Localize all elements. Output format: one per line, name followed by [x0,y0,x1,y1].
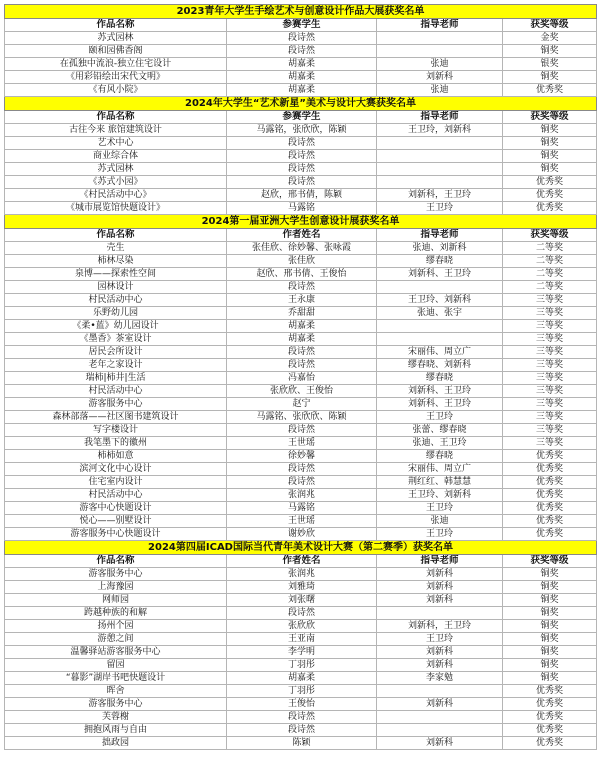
work-name-cell: 《墨香》茶室设计 [5,333,227,346]
participant-cell: 段诗然 [227,150,377,163]
award-level-cell: 优秀奖 [503,489,597,502]
advisor-cell: 王卫玲，刘新科 [377,124,503,137]
table-row [5,411,597,424]
section-title: 2024第一届亚洲大学生创意设计展获奖名单 [5,215,597,229]
table-row [5,346,597,359]
award-level-cell: 铜奖 [503,71,597,84]
work-name-cell: 写字楼设计 [5,424,227,437]
work-name-cell: 《用彩铅绘出宋代文明》 [5,71,227,84]
advisor-cell: 张迪、刘新科 [377,242,503,255]
work-name-cell: 村民活动中心 [5,489,227,502]
participant-cell: 段诗然 [227,724,377,737]
work-name-cell: 艺术中心 [5,137,227,150]
table-row [5,268,597,281]
work-name-cell: 悦心——别墅设计 [5,515,227,528]
advisor-cell: 刘新科 [377,594,503,607]
column-header: 参赛学生 [227,19,377,32]
table-row [5,320,597,333]
column-header: 参赛学生 [227,111,377,124]
award-level-cell: 二等奖 [503,242,597,255]
column-header: 作品名称 [5,19,227,32]
participant-cell: 冯嘉怡 [227,372,377,385]
advisor-cell [377,685,503,698]
award-level-cell: 三等奖 [503,346,597,359]
award-level-cell: 铜奖 [503,659,597,672]
work-name-cell: 泉博——探索性空间 [5,268,227,281]
advisor-cell: 王卫玲 [377,502,503,515]
award-level-cell: 铜奖 [503,150,597,163]
advisor-cell [377,150,503,163]
table-row [5,659,597,672]
participant-cell: 段诗然 [227,45,377,58]
award-level-cell: 优秀奖 [503,189,597,202]
work-name-cell: 游客服务中心 [5,398,227,411]
participant-cell: 段诗然 [227,476,377,489]
participant-cell: 丁羽彤 [227,659,377,672]
advisor-cell [377,711,503,724]
table-row [5,45,597,58]
award-level-cell: 优秀奖 [503,450,597,463]
section-title-row [5,215,597,229]
table-row [5,620,597,633]
advisor-cell: 王卫玲、刘新科 [377,294,503,307]
work-name-cell: 苏式园林 [5,163,227,176]
participant-cell: 赵宁 [227,398,377,411]
table-row [5,202,597,215]
work-name-cell: 古往今来 旅馆建筑设计 [5,124,227,137]
participant-cell: 段诗然 [227,346,377,359]
work-name-cell: 上海豫园 [5,581,227,594]
work-name-cell: 壳生 [5,242,227,255]
table-row [5,294,597,307]
award-level-cell: 优秀奖 [503,502,597,515]
advisor-cell: 刘新科、王卫玲 [377,268,503,281]
work-name-cell: 柿林尽染 [5,255,227,268]
table-row [5,594,597,607]
award-level-cell: 优秀奖 [503,724,597,737]
column-header: 作品名称 [5,111,227,124]
work-name-cell: 苏式园林 [5,32,227,45]
column-header: 指导老师 [377,19,503,32]
award-level-cell: 优秀奖 [503,711,597,724]
participant-cell: 马露铭 [227,502,377,515]
participant-cell: 张佳欣、徐妙馨、张咏霞 [227,242,377,255]
table-row [5,32,597,45]
column-header: 指导老师 [377,555,503,568]
column-header-row [5,111,597,124]
advisor-cell [377,320,503,333]
participant-cell: 段诗然 [227,281,377,294]
column-header-row [5,555,597,568]
work-name-cell: 滨河文化中心设计 [5,463,227,476]
work-name-cell: 住宅室内设计 [5,476,227,489]
participant-cell: 乔甜甜 [227,307,377,320]
award-level-cell: 金奖 [503,32,597,45]
section-title: 2024年大学生“艺术新星”美术与设计大赛获奖名单 [5,97,597,111]
advisor-cell: 缪春晓 [377,450,503,463]
award-level-cell: 铜奖 [503,568,597,581]
award-level-cell: 铜奖 [503,620,597,633]
award-level-cell: 三等奖 [503,333,597,346]
award-level-cell: 铜奖 [503,581,597,594]
award-level-cell: 三等奖 [503,359,597,372]
advisor-cell: 张迪 [377,58,503,71]
award-level-cell: 二等奖 [503,255,597,268]
participant-cell: 马露铭 [227,202,377,215]
table-row [5,581,597,594]
section-title-row [5,5,597,19]
column-header: 指导老师 [377,229,503,242]
section-title-row [5,541,597,555]
award-level-cell: 三等奖 [503,424,597,437]
participant-cell: 段诗然 [227,359,377,372]
work-name-cell: 芙蓉榭 [5,711,227,724]
work-name-cell: 商业综合体 [5,150,227,163]
work-name-cell: 网师园 [5,594,227,607]
award-level-cell: 二等奖 [503,281,597,294]
table-row [5,124,597,137]
award-level-cell: 铜奖 [503,163,597,176]
advisor-cell: 宋丽伟、周立广 [377,463,503,476]
table-row [5,163,597,176]
work-name-cell: 居民会所设计 [5,346,227,359]
advisor-cell: 刘新科、王卫玲 [377,398,503,411]
award-level-cell: 优秀奖 [503,515,597,528]
advisor-cell: 张蕾、缪春晓 [377,424,503,437]
award-level-cell: 优秀奖 [503,176,597,189]
work-name-cell: 老年之家设计 [5,359,227,372]
table-row [5,476,597,489]
table-row [5,646,597,659]
award-level-cell: 优秀奖 [503,737,597,750]
work-name-cell: 温馨驿站游客服务中心 [5,646,227,659]
participant-cell: 胡嘉柔 [227,84,377,97]
advisor-cell: 王卫玲 [377,528,503,541]
award-level-cell: 三等奖 [503,437,597,450]
table-row [5,137,597,150]
table-row [5,711,597,724]
work-name-cell: 扬州个园 [5,620,227,633]
work-name-cell: 游憩之间 [5,633,227,646]
advisor-cell: 刘新科 [377,568,503,581]
advisor-cell: 刘新科 [377,698,503,711]
participant-cell: 马露铭、张欣欣、陈颖 [227,411,377,424]
advisor-cell [377,607,503,620]
column-header: 获奖等级 [503,229,597,242]
work-name-cell: 《有风小院》 [5,84,227,97]
column-header: 作者姓名 [227,555,377,568]
advisor-cell: 刘新科 [377,659,503,672]
advisor-cell: 张迪、张宇 [377,307,503,320]
award-table-body [5,5,597,750]
work-name-cell: 柿柿如意 [5,450,227,463]
advisor-cell: 刘新科、王卫玲 [377,385,503,398]
work-name-cell: 游客服务中心快题设计 [5,528,227,541]
participant-cell: 张润兆 [227,568,377,581]
award-level-cell: 三等奖 [503,372,597,385]
column-header: 获奖等级 [503,19,597,32]
work-name-cell: 晖舍 [5,685,227,698]
table-row [5,255,597,268]
table-row [5,372,597,385]
table-row [5,398,597,411]
work-name-cell: 园林设计 [5,281,227,294]
award-level-cell: 三等奖 [503,294,597,307]
advisor-cell: 缪春晓 [377,372,503,385]
table-row [5,176,597,189]
advisor-cell: 李家勉 [377,672,503,685]
work-name-cell: 《村民活动中心》 [5,189,227,202]
advisor-cell: 王卫玲、刘新科 [377,489,503,502]
participant-cell: 胡嘉柔 [227,58,377,71]
column-header: 获奖等级 [503,111,597,124]
advisor-cell [377,163,503,176]
table-row [5,359,597,372]
table-row [5,737,597,750]
award-level-cell: 优秀奖 [503,685,597,698]
work-name-cell: 村民活动中心 [5,385,227,398]
participant-cell: 段诗然 [227,711,377,724]
advisor-cell: 张迪 [377,84,503,97]
participant-cell: 王俊怡 [227,698,377,711]
advisor-cell: 刘新科 [377,737,503,750]
work-name-cell: 在孤独中流浪-独立住宅设计 [5,58,227,71]
table-row [5,528,597,541]
award-level-cell: 优秀奖 [503,698,597,711]
work-name-cell: 留园 [5,659,227,672]
participant-cell: 段诗然 [227,163,377,176]
advisor-cell: 张迪 [377,515,503,528]
award-level-cell: 三等奖 [503,320,597,333]
table-row [5,607,597,620]
table-row [5,307,597,320]
participant-cell: 刘张曙 [227,594,377,607]
participant-cell: 谢妙欣 [227,528,377,541]
advisor-cell [377,32,503,45]
work-name-cell: 拥抱风雨与自由 [5,724,227,737]
award-level-cell: 银奖 [503,58,597,71]
column-header: 指导老师 [377,111,503,124]
advisor-cell: 刘新科，王卫玲 [377,189,503,202]
table-row [5,672,597,685]
table-row [5,58,597,71]
table-row [5,333,597,346]
advisor-cell [377,45,503,58]
advisor-cell: 王卫玲 [377,633,503,646]
section-title-row [5,97,597,111]
advisor-cell: 张迪、王卫玲 [377,437,503,450]
table-row [5,385,597,398]
participant-cell: 胡嘉柔 [227,320,377,333]
participant-cell: 赵欣，邢书倩，陈颖 [227,189,377,202]
award-level-cell: 优秀奖 [503,528,597,541]
table-row [5,463,597,476]
participant-cell: 张欣欣 [227,620,377,633]
table-row [5,424,597,437]
table-row [5,84,597,97]
participant-cell: 徐妙馨 [227,450,377,463]
table-row [5,189,597,202]
participant-cell: 陈颖 [227,737,377,750]
work-name-cell: 《柔•蓝》幼儿园设计 [5,320,227,333]
award-level-cell: 三等奖 [503,398,597,411]
column-header-row [5,19,597,32]
participant-cell: 王世瑶 [227,437,377,450]
work-name-cell: 颐和园佛香阁 [5,45,227,58]
participant-cell: 胡嘉柔 [227,333,377,346]
participant-cell: 段诗然 [227,137,377,150]
advisor-cell: 刘新科 [377,71,503,84]
advisor-cell: 刘新科，王卫玲 [377,620,503,633]
advisor-cell [377,176,503,189]
column-header: 作品名称 [5,229,227,242]
work-name-cell: 游客中心快题设计 [5,502,227,515]
table-row [5,685,597,698]
advisor-cell [377,724,503,737]
award-level-cell: 优秀奖 [503,476,597,489]
section-title: 2024第四届ICAD国际当代青年美术设计大赛（第二赛季）获奖名单 [5,541,597,555]
advisor-cell: 宋丽伟、周立广 [377,346,503,359]
participant-cell: 段诗然 [227,607,377,620]
advisor-cell: 缪春晓 [377,255,503,268]
participant-cell: 段诗然 [227,176,377,189]
participant-cell: 王永康 [227,294,377,307]
participant-cell: 丁羽彤 [227,685,377,698]
advisor-cell [377,333,503,346]
advisor-cell [377,281,503,294]
advisor-cell: 王卫玲 [377,202,503,215]
work-name-cell: 游客服务中心 [5,568,227,581]
work-name-cell: 我笔墨下的徽州 [5,437,227,450]
advisor-cell [377,137,503,150]
table-row [5,515,597,528]
award-level-cell: 三等奖 [503,385,597,398]
table-row [5,698,597,711]
advisor-cell: 王卫玲 [377,411,503,424]
work-name-cell: 森林部落——社区图书建筑设计 [5,411,227,424]
table-row [5,502,597,515]
table-row [5,450,597,463]
table-row [5,489,597,502]
participant-cell: 王世瑶 [227,515,377,528]
award-table [4,4,597,750]
section-title: 2023青年大学生手绘艺术与创意设计作品大展获奖名单 [5,5,597,19]
work-name-cell: 瑞柿|柿井|生活 [5,372,227,385]
work-name-cell: “暮影”湖岸书吧快题设计 [5,672,227,685]
award-level-cell: 三等奖 [503,411,597,424]
participant-cell: 胡嘉柔 [227,672,377,685]
award-list-sheet [4,4,596,750]
advisor-cell: 荆红红、韩慧慧 [377,476,503,489]
award-level-cell: 铜奖 [503,646,597,659]
participant-cell: 李学明 [227,646,377,659]
award-level-cell: 铜奖 [503,137,597,150]
participant-cell: 段诗然 [227,463,377,476]
column-header: 作者姓名 [227,229,377,242]
work-name-cell: 乐野幼儿园 [5,307,227,320]
participant-cell: 张润兆 [227,489,377,502]
work-name-cell: 游客服务中心 [5,698,227,711]
award-level-cell: 优秀奖 [503,84,597,97]
award-level-cell: 铜奖 [503,45,597,58]
table-row [5,281,597,294]
column-header: 获奖等级 [503,555,597,568]
participant-cell: 刘雅琦 [227,581,377,594]
participant-cell: 马露铭，张欣欣，陈颖 [227,124,377,137]
participant-cell: 王亚南 [227,633,377,646]
advisor-cell: 刘新科 [377,581,503,594]
work-name-cell: 跨越种族的和解 [5,607,227,620]
award-level-cell: 铜奖 [503,594,597,607]
work-name-cell: 拙政园 [5,737,227,750]
award-level-cell: 二等奖 [503,268,597,281]
advisor-cell: 缪春晓、刘新科 [377,359,503,372]
participant-cell: 张佳欣 [227,255,377,268]
award-level-cell: 铜奖 [503,633,597,646]
column-header: 作品名称 [5,555,227,568]
column-header-row [5,229,597,242]
table-row [5,724,597,737]
award-level-cell: 三等奖 [503,307,597,320]
table-row [5,71,597,84]
award-level-cell: 优秀奖 [503,463,597,476]
table-row [5,150,597,163]
participant-cell: 张欣欣、王俊怡 [227,385,377,398]
table-row [5,242,597,255]
table-row [5,437,597,450]
work-name-cell: 《城市展览馆快题设计》 [5,202,227,215]
work-name-cell: 村民活动中心 [5,294,227,307]
table-row [5,633,597,646]
advisor-cell: 刘新科 [377,646,503,659]
participant-cell: 段诗然 [227,424,377,437]
award-level-cell: 铜奖 [503,607,597,620]
award-level-cell: 铜奖 [503,672,597,685]
award-level-cell: 优秀奖 [503,202,597,215]
table-row [5,568,597,581]
work-name-cell: 《苏式小园》 [5,176,227,189]
participant-cell: 段诗然 [227,32,377,45]
award-level-cell: 铜奖 [503,124,597,137]
participant-cell: 赵欣、邢书倩、王俊怡 [227,268,377,281]
participant-cell: 胡嘉柔 [227,71,377,84]
